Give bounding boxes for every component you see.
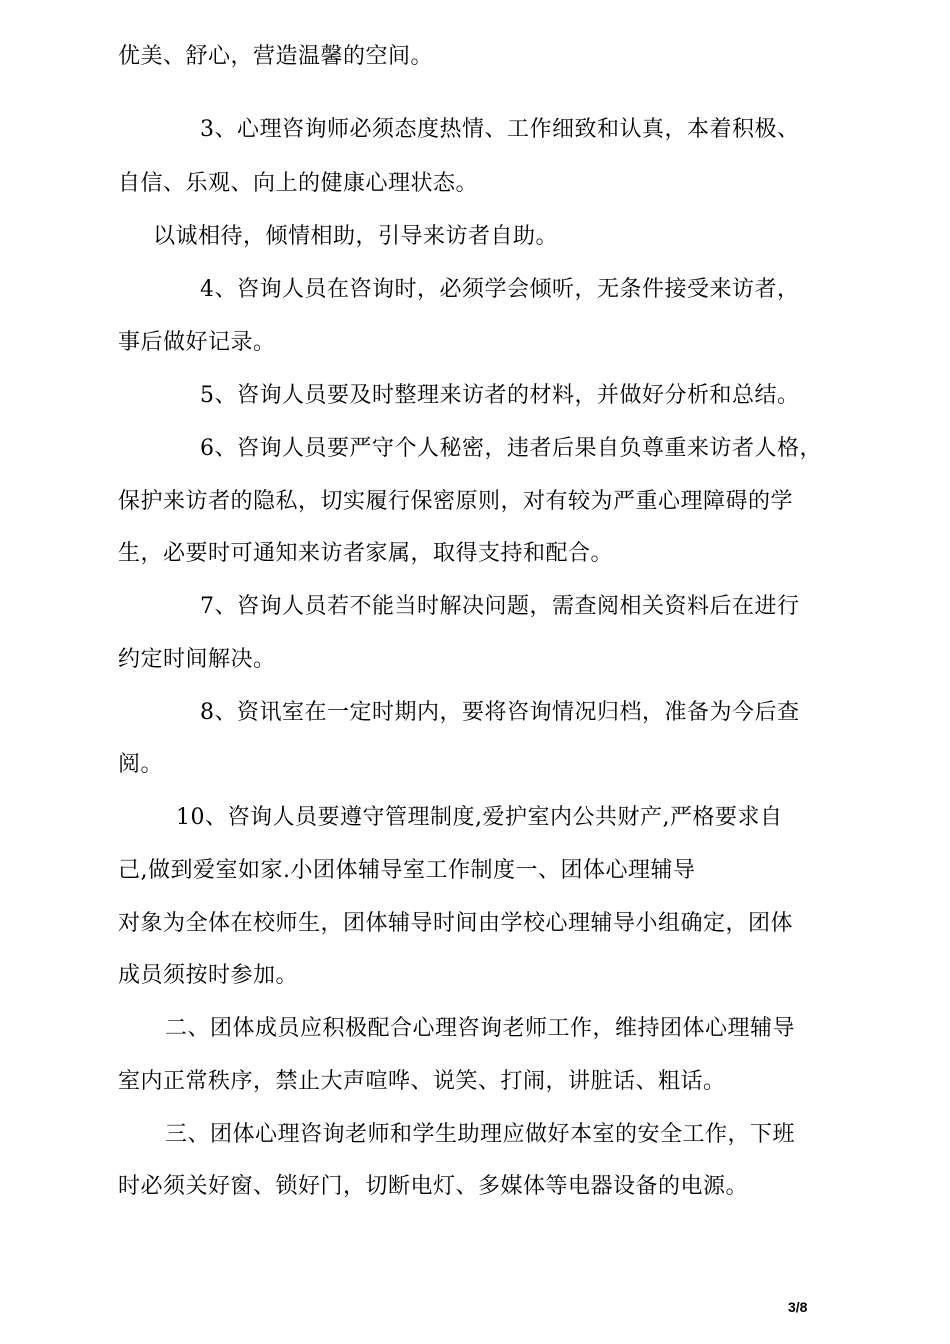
text-line: 二、团体成员应积极配合心理咨询老师工作，维持团体心理辅导 [165,1016,796,1041]
text-line: 成员须按时参加。 [118,963,299,988]
text-line: 约定时间解决。 [118,647,276,672]
text-line: 三、团体心理咨询老师和学生助理应做好本室的安全工作，下班 [165,1122,796,1147]
text-line: 生，必要时可通知来访者家属，取得支持和配合。 [118,541,614,566]
text-line: 5、咨询人员要及时整理来访者的材料，并做好分析和总结。 [200,383,800,408]
text-line: 保护来访者的隐私，切实履行保密原则，对有较为严重心理障碍的学 [118,489,794,514]
text-line: 10、咨询人员要遵守管理制度,爱护室内公共财产,严格要求自 [176,805,783,830]
text-line: 事后做好记录。 [118,330,276,355]
text-line: 对象为全体在校师生，团体辅导时间由学校心理辅导小组确定，团体 [118,911,794,936]
text-line: 3、心理咨询师必须态度热情、工作细致和认真，本着积极、 [200,117,800,142]
text-line: 以诚相待，倾情相助，引导来访者自助。 [153,224,559,249]
text-line: 4、咨询人员在咨询时，必须学会倾听，无条件接受来访者， [200,277,800,302]
text-line: 7、咨询人员若不能当时解决问题，需查阅相关资料后在进行 [200,594,800,619]
text-line: 室内正常秩序，禁止大声喧哗、说笑、打闹，讲脏话、粗话。 [118,1069,726,1094]
text-line: 优美、舒心，营造温馨的空间。 [118,44,434,69]
text-line: 时必须关好窗、锁好门，切断电灯、多媒体等电器设备的电源。 [118,1174,749,1199]
text-line: 己,做到爱室如家.小团体辅导室工作制度一、团体心理辅导 [118,858,696,883]
page-number: 3/8 [788,1299,808,1315]
text-line: 自信、乐观、向上的健康心理状态。 [118,171,479,196]
text-line: 6、咨询人员要严守个人秘密，违者后果自负尊重来访者人格， [200,436,822,461]
text-line: 8、资讯室在一定时期内，要将咨询情况归档，准备为今后查 [200,700,800,725]
text-line: 阅。 [118,752,164,777]
